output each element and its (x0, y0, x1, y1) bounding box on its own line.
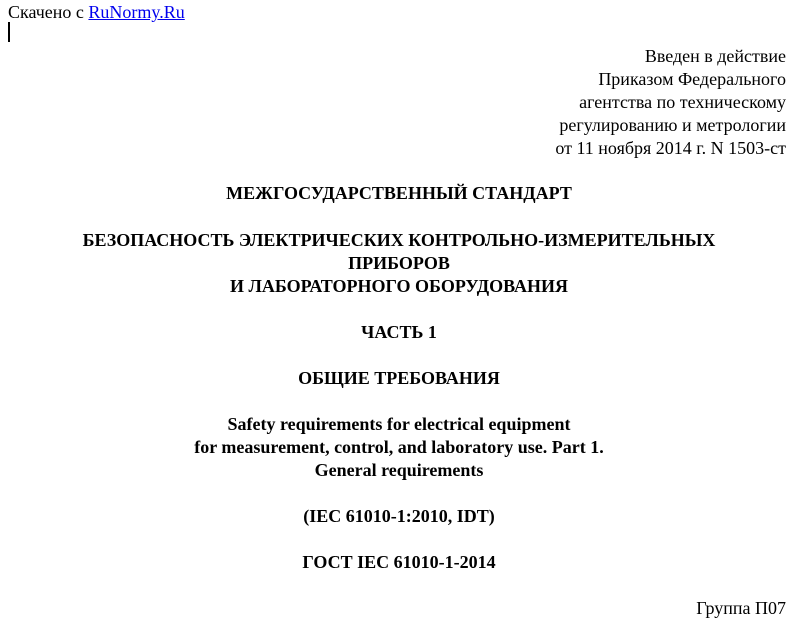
text-cursor (8, 22, 10, 42)
title-line: И ЛАБОРАТОРНОГО ОБОРУДОВАНИЯ (229, 276, 569, 296)
decree-line: Приказом Федерального (598, 69, 786, 89)
part-number: ЧАСТЬ 1 (361, 322, 437, 342)
title-line: БЕЗОПАСНОСТЬ ЭЛЕКТРИЧЕСКИХ КОНТРОЛЬНО-ИЗМЕРИТЕЛЬНЫХ (82, 230, 716, 250)
classification-group: Группа П07 (696, 598, 786, 618)
iec-reference: (IEC 61010-1:2010, IDT) (303, 506, 495, 526)
source-link[interactable]: RuNormy.Ru (88, 2, 185, 22)
decree-line: агентства по техническому (579, 92, 786, 112)
english-title (0, 413, 790, 482)
english-title-line: Safety requirements for electrical equipment (227, 414, 571, 434)
title-line: ПРИБОРОВ (348, 253, 450, 273)
document-subtitle: ОБЩИЕ ТРЕБОВАНИЯ (298, 368, 500, 388)
decree-block (555, 45, 786, 160)
standard-type: МЕЖГОСУДАРСТВЕННЫЙ СТАНДАРТ (226, 183, 572, 203)
decree-line: Введен в действие (644, 46, 786, 66)
document-title (0, 229, 790, 298)
standard-designation: ГОСТ IEC 61010-1-2014 (302, 552, 496, 572)
decree-line: регулированию и метрологии (559, 115, 786, 135)
decree-line: от 11 ноября 2014 г. N 1503-ст (555, 138, 786, 158)
source-line (8, 1, 185, 24)
english-title-line: General requirements (314, 460, 484, 480)
source-prefix: Скачено с (8, 2, 84, 22)
english-title-line: for measurement, control, and laboratory use. Part 1. (194, 437, 604, 457)
